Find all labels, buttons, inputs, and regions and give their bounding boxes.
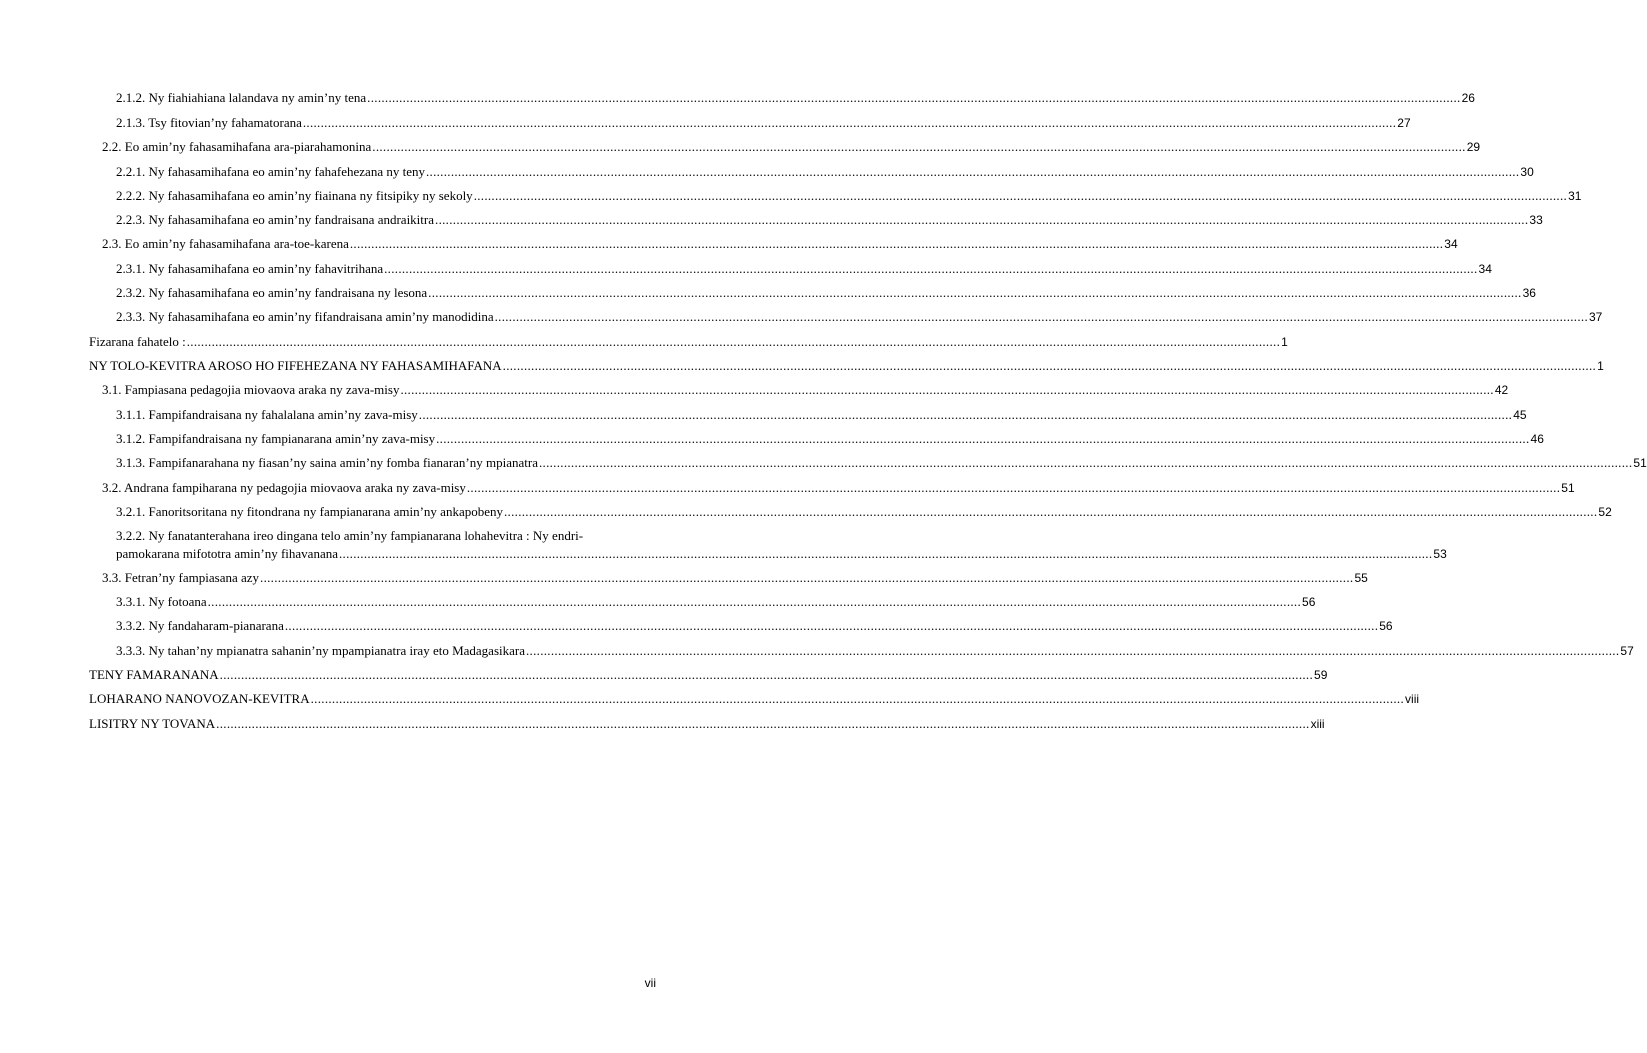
dot-leader bbox=[436, 431, 1529, 446]
dot-leader bbox=[216, 716, 1309, 731]
toc-entry[interactable] bbox=[89, 431, 1544, 447]
dot-leader bbox=[339, 546, 1432, 561]
toc-entry-title: 2.3.2. Ny fahasamihafana eo amin’ny fandraisana ny lesona bbox=[116, 285, 428, 300]
toc-entry-title: 3.3.1. Ny fotoana bbox=[116, 594, 207, 609]
toc-entry-title: 3.3. Fetran’ny fampiasana azy bbox=[102, 570, 260, 585]
dot-leader bbox=[220, 667, 1313, 682]
toc-entry[interactable] bbox=[89, 667, 1328, 683]
toc-entry-page: 45 bbox=[1513, 408, 1527, 422]
toc-entry-title-line1: 3.2.2. Ny fanatanterahana ireo dingana telo amin’ny fampianarana lohahevitra : Ny endri- bbox=[116, 528, 584, 543]
toc-entry-page: 51 bbox=[1633, 456, 1647, 470]
dot-leader bbox=[208, 594, 1301, 609]
toc-entry-page: 51 bbox=[1561, 481, 1575, 495]
dot-leader bbox=[303, 115, 1396, 130]
toc-entry-page: 1 bbox=[1597, 359, 1604, 373]
toc-entry-title: 2.3.3. Ny fahasamihafana eo amin’ny fifandraisana amin’ny manodidina bbox=[116, 309, 494, 324]
dot-leader bbox=[504, 504, 1597, 519]
toc-entry[interactable] bbox=[89, 480, 1575, 496]
toc-entry-title: 3.3.2. Ny fandaharam-pianarana bbox=[116, 618, 284, 633]
toc-entry-page: 37 bbox=[1589, 310, 1603, 324]
page-number: vii bbox=[644, 976, 656, 990]
toc-entry-page: 42 bbox=[1494, 383, 1509, 397]
toc-entry[interactable] bbox=[89, 358, 1604, 374]
dot-leader bbox=[435, 212, 1528, 227]
toc-entry-page: 55 bbox=[1354, 571, 1368, 585]
toc-entry[interactable] bbox=[89, 691, 1420, 707]
toc-entry[interactable] bbox=[89, 285, 1536, 301]
toc-entry[interactable] bbox=[89, 594, 1316, 610]
toc-entry-title: 2.1.2. Ny fiahiahiana lalandava ny amin’ny tena bbox=[116, 90, 367, 105]
toc-entry-page: viii bbox=[1405, 692, 1420, 706]
toc-entry[interactable] bbox=[89, 716, 1325, 732]
dot-leader bbox=[474, 188, 1567, 203]
dot-leader bbox=[428, 285, 1521, 300]
toc-entry-title: 2.2.2. Ny fahasamihafana eo amin’ny fiainana ny fitsipiky ny sekoly bbox=[116, 188, 473, 203]
dot-leader bbox=[285, 618, 1378, 633]
toc-entry-page: 27 bbox=[1397, 116, 1411, 130]
toc-entry[interactable] bbox=[89, 164, 1534, 180]
toc-entry[interactable] bbox=[89, 618, 1393, 634]
dot-leader bbox=[384, 261, 1477, 276]
toc-entry-page: 52 bbox=[1598, 505, 1612, 519]
toc-entry-title: Fizarana fahatelo : bbox=[89, 334, 186, 349]
dot-leader bbox=[260, 570, 1353, 585]
toc-entry-page: 29 bbox=[1466, 140, 1481, 154]
toc-entry[interactable] bbox=[89, 407, 1527, 423]
toc-entry[interactable] bbox=[89, 236, 1458, 252]
dot-leader bbox=[426, 164, 1519, 179]
toc-entry-title: 2.2.1. Ny fahasamihafana eo amin’ny fahafehezana ny teny bbox=[116, 164, 425, 179]
toc-entry-title: 3.2. Andrana fampiharana ny pedagojia miovaova araka ny zava-misy bbox=[102, 480, 466, 495]
toc-entry-page: 31 bbox=[1568, 189, 1582, 203]
toc-entry-title-line2: pamokarana mifototra amin’ny fihavanana bbox=[116, 546, 338, 561]
dot-leader bbox=[503, 358, 1596, 373]
toc-entry-page: 34 bbox=[1444, 237, 1458, 251]
toc-entry-title: NY TOLO-KEVITRA AROSO HO FIFEHEZANA NY FAHASAMIHAFANA bbox=[89, 358, 502, 373]
toc-entry[interactable] bbox=[89, 643, 1634, 659]
toc-entry-page: 56 bbox=[1379, 619, 1393, 633]
toc-entry-page: 1 bbox=[1281, 335, 1288, 349]
dot-leader bbox=[400, 382, 1493, 397]
toc-entry-page: 33 bbox=[1529, 213, 1543, 227]
toc-entry-title: TENY FAMARANANA bbox=[89, 667, 219, 682]
toc-entry[interactable] bbox=[89, 115, 1411, 131]
dot-leader bbox=[467, 480, 1560, 495]
toc-entry[interactable] bbox=[89, 188, 1582, 204]
toc-entry[interactable] bbox=[89, 261, 1492, 277]
dot-leader bbox=[495, 309, 1588, 324]
toc-entry[interactable] bbox=[89, 309, 1603, 325]
dot-leader bbox=[350, 236, 1443, 251]
dot-leader bbox=[372, 139, 1465, 154]
toc-entry[interactable] bbox=[89, 455, 1647, 471]
toc-entry[interactable] bbox=[89, 139, 1481, 155]
toc-entry-title: 3.1.2. Fampifandraisana ny fampianarana amin’ny zava-misy bbox=[116, 431, 436, 446]
toc-entry-title: 3.1.1. Fampifandraisana ny fahalalana amin’ny zava-misy bbox=[116, 407, 418, 422]
dot-leader bbox=[311, 691, 1404, 706]
toc-entry-page: 30 bbox=[1520, 165, 1534, 179]
toc-entry[interactable] bbox=[89, 334, 1288, 350]
toc-entry-title: 2.3. Eo amin’ny fahasamihafana ara-toe-karena bbox=[102, 236, 349, 251]
toc-entry-page: 53 bbox=[1433, 547, 1447, 561]
toc-entry-page: 46 bbox=[1530, 432, 1544, 446]
toc-entry-title: 2.2.3. Ny fahasamihafana eo amin’ny fandraisana andraikitra bbox=[116, 212, 435, 227]
toc-entry-page: xiii bbox=[1310, 717, 1325, 731]
dot-leader bbox=[419, 407, 1512, 422]
toc-entry[interactable] bbox=[89, 528, 1447, 562]
toc-entry-page: 26 bbox=[1461, 91, 1475, 105]
toc-entry[interactable] bbox=[89, 504, 1612, 520]
toc-entry-title: 2.1.3. Tsy fitovian’ny fahamatorana bbox=[116, 115, 302, 130]
toc-entry-title: 3.2.1. Fanoritsoritana ny fitondrana ny fampianarana amin’ny ankapobeny bbox=[116, 504, 503, 519]
toc-entry[interactable] bbox=[89, 90, 1475, 106]
toc-entry-page: 34 bbox=[1478, 262, 1492, 276]
dot-leader bbox=[539, 455, 1632, 470]
toc-entry-page: 57 bbox=[1620, 644, 1634, 658]
toc-entry-title: 2.3.1. Ny fahasamihafana eo amin’ny fahavitrihana bbox=[116, 261, 384, 276]
dot-leader bbox=[526, 643, 1619, 658]
toc-entry[interactable] bbox=[89, 382, 1509, 398]
toc-entry-title: LISITRY NY TOVANA bbox=[89, 716, 216, 731]
toc-entry-page: 36 bbox=[1522, 286, 1536, 300]
toc-entry[interactable] bbox=[89, 212, 1543, 228]
toc-entry-page: 56 bbox=[1302, 595, 1316, 609]
toc-entry[interactable] bbox=[89, 570, 1368, 586]
toc-entry-page: 59 bbox=[1314, 668, 1328, 682]
toc-entry-title: 3.1.3. Fampifanarahana ny fiasan’ny saina amin’ny fomba fianaran’ny mpianatra bbox=[116, 455, 538, 470]
dot-leader bbox=[187, 334, 1280, 349]
toc-entry-title: 3.3.3. Ny tahan’ny mpianatra sahanin’ny mpampianatra iray eto Madagasikara bbox=[116, 643, 525, 658]
toc-entry-title: 2.2. Eo amin’ny fahasamihafana ara-piarahamonina bbox=[102, 139, 372, 154]
dot-leader bbox=[367, 90, 1460, 105]
toc-entry-title: LOHARANO NANOVOZAN-KEVITRA bbox=[89, 691, 310, 706]
toc-entry-title: 3.1. Fampiasana pedagojia miovaova araka ny zava-misy bbox=[102, 382, 400, 397]
